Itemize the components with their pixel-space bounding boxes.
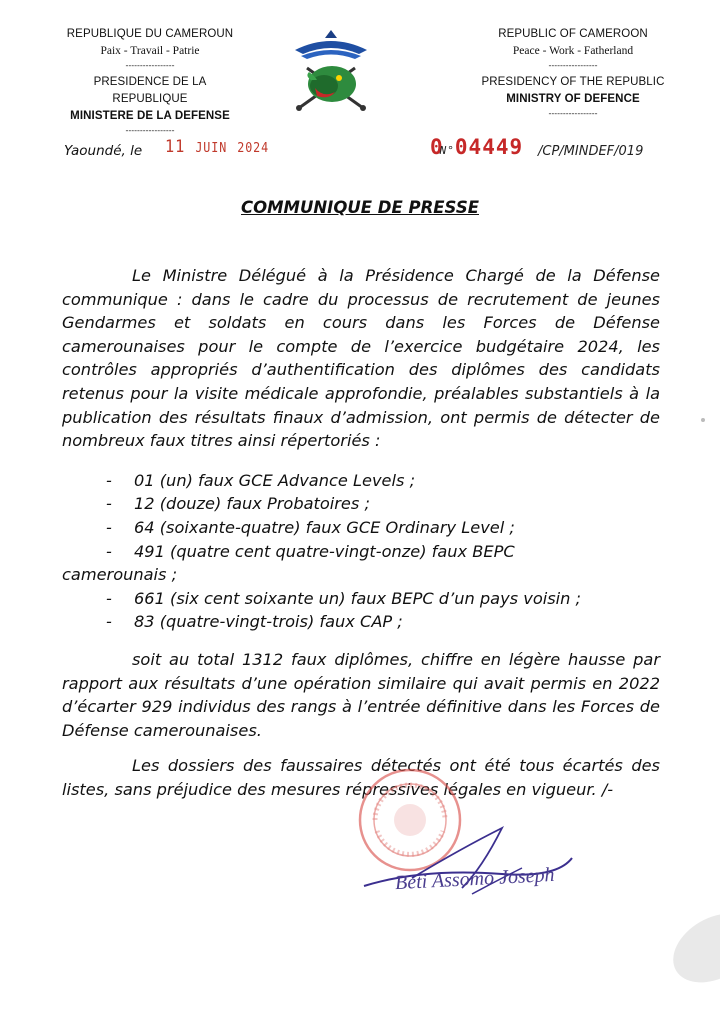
signatory-name: Beti Assomo Joseph <box>394 863 556 895</box>
separator: ----------------- <box>125 126 175 135</box>
scan-speck <box>701 418 705 422</box>
date-stamp <box>165 137 269 157</box>
list-item: - 01 (un) faux GCE Advance Levels ; <box>106 470 416 490</box>
separator: ----------------- <box>125 61 175 70</box>
fake-diplomas-list <box>62 469 660 634</box>
list-item: - 491 (quatre cent quatre-vingt-onze) faux BEPC camerounais ; <box>62 541 515 585</box>
separator: ----------------- <box>548 109 598 118</box>
place-date-label: Yaoundé, le <box>64 143 143 159</box>
ministry-fr: MINISTERE DE LA DEFENSE <box>70 110 230 122</box>
header-right <box>478 26 668 122</box>
reference-stamp <box>430 135 523 159</box>
ref-suffix: /CP/MINDEF/019 <box>538 144 644 159</box>
paragraph-closing: Les dossiers des faussaires détectés ont été tous écartés des listes, sans préjudice des mesures répressives légales en vigueur. /- <box>62 756 660 799</box>
date-day: 11 <box>165 137 186 157</box>
presidency-en: PRESIDENCY OF THE REPUBLIC <box>481 76 665 88</box>
presidency-fr: PRESIDENCE DE LA REPUBLIQUE <box>93 76 207 105</box>
header-left <box>55 26 245 139</box>
ref-prefix: 0 <box>430 135 444 159</box>
paragraph-intro: Le Ministre Délégué à la Présidence Chargé de la Défense communique : dans le cadre du processus de recrutement de jeunes Gendarmes et soldats en cours dans les Forces de Défense camerounaises pour le compte de l’exercice budgétaire 2024, les contrôles appropriés d’authentification des diplômes des candidats retenus pour la visite médicale approfondie, préalables substantiels à la publication des résultats finaux d’admission, ont permis de détecter de nombreux faux titres ainsi répertoriés : <box>62 266 660 451</box>
list-item: - 83 (quatre-vingt-trois) faux CAP ; <box>106 612 403 632</box>
date-month: JUIN <box>195 141 228 156</box>
document-body <box>62 264 660 801</box>
date-year: 2024 <box>237 141 270 156</box>
ministry-en: MINISTRY OF DEFENCE <box>506 93 640 105</box>
separator: ----------------- <box>548 61 598 70</box>
paragraph-total: soit au total 1312 faux diplômes, chiffre en légère hausse par rapport aux résultats d’une opération similaire qui avait permis en 2022 d’écarter 929 individus des rangs à l’entrée définitive dans les Forces de Défense camerounaises. <box>62 649 660 740</box>
ref-no-label: N° <box>439 144 455 157</box>
list-item: - 12 (douze) faux Probatoires ; <box>106 494 370 514</box>
page-corner-shadow <box>661 900 720 997</box>
list-item: - 661 (six cent soixante un) faux BEPC d’un pays voisin ; <box>106 588 582 608</box>
motto-fr: Paix - Travail - Patrie <box>100 45 200 57</box>
handwritten-signature-icon <box>352 808 582 918</box>
page-title: COMMUNIQUE DE PRESSE <box>241 198 479 217</box>
list-item: - 64 (soixante-quatre) faux GCE Ordinary Level ; <box>106 517 515 537</box>
ref-number: 04449 <box>454 135 524 159</box>
country-fr: REPUBLIQUE DU CAMEROUN <box>66 28 234 40</box>
country-en: REPUBLIC OF CAMEROON <box>498 28 648 40</box>
motto-en: Peace - Work - Fatherland <box>512 45 634 57</box>
ministry-of-defence-emblem-icon <box>285 28 377 120</box>
